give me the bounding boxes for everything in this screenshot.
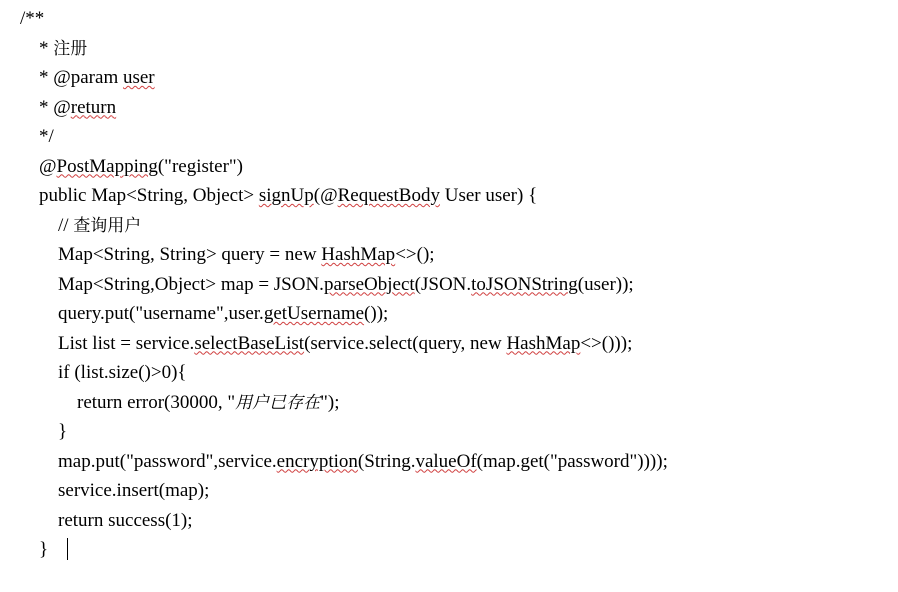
code-token: /**	[20, 8, 45, 29]
code-token: <>();	[395, 244, 435, 265]
code-line[interactable]	[20, 506, 898, 536]
code-token: valueOf	[415, 450, 477, 472]
caret-spacer	[48, 539, 67, 560]
code-indent	[20, 392, 77, 413]
code-token: if (list.size()>0){	[58, 362, 187, 383]
code-indent	[20, 274, 58, 295]
code-line[interactable]	[20, 122, 898, 152]
code-indent	[20, 451, 58, 472]
code-line[interactable]	[20, 476, 898, 506]
code-token: service.insert(map);	[58, 480, 210, 501]
code-line[interactable]	[20, 535, 898, 565]
code-line[interactable]	[20, 93, 898, 123]
code-line[interactable]	[20, 388, 898, 418]
code-indent	[20, 156, 39, 177]
code-token: (map.get("password"))));	[476, 450, 668, 472]
code-indent	[20, 421, 58, 442]
code-token: 注册	[53, 38, 88, 59]
code-token: return error(30000, "	[77, 391, 236, 413]
code-line[interactable]	[20, 329, 898, 359]
code-token: map.put("password",service.	[58, 450, 277, 472]
code-token: 用户已存在	[235, 392, 321, 413]
code-line[interactable]	[20, 63, 898, 93]
code-line[interactable]	[20, 417, 898, 447]
code-line[interactable]	[20, 447, 898, 477]
code-token: query.put("username",user.	[58, 303, 264, 324]
code-token: return	[70, 96, 117, 118]
code-indent	[20, 67, 39, 88]
code-indent	[20, 333, 58, 354]
code-token: public Map<String, Object>	[39, 185, 259, 206]
code-token: PostMapping	[56, 155, 158, 177]
code-line[interactable]	[20, 4, 898, 34]
code-token: toJSONString	[471, 273, 578, 295]
code-token: user	[122, 67, 155, 88]
code-token: parseObject	[323, 273, 415, 295]
code-token: */	[39, 126, 54, 147]
code-line[interactable]	[20, 181, 898, 211]
code-line[interactable]	[20, 34, 898, 64]
code-token: 查询用户	[73, 215, 142, 236]
code-indent	[20, 510, 58, 531]
code-token: (service.select(query, new	[304, 332, 507, 354]
code-token: (JSON.	[414, 273, 472, 295]
code-token: @	[39, 155, 57, 177]
code-token: (String.	[357, 450, 416, 472]
code-indent	[20, 185, 39, 206]
code-line[interactable]	[20, 152, 898, 182]
code-token: Map<String, String> query = new	[58, 244, 322, 265]
code-indent	[20, 38, 39, 59]
text-caret	[67, 538, 68, 560]
code-indent	[20, 362, 58, 383]
code-token: *	[39, 37, 54, 59]
code-token: return success(1);	[58, 509, 193, 531]
code-indent	[20, 244, 58, 265]
code-token: ());	[364, 303, 389, 324]
code-token: ("register")	[157, 155, 243, 177]
code-indent	[20, 303, 58, 324]
code-indent	[20, 215, 58, 236]
code-token: Map<String,Object> map = JSON.	[58, 273, 324, 295]
code-token: selectBaseList	[194, 332, 305, 354]
code-token: * @param	[39, 67, 123, 88]
code-token: <>()));	[580, 332, 633, 354]
code-line[interactable]	[20, 358, 898, 388]
code-token: getUsername	[263, 303, 365, 324]
code-token: HashMap	[506, 332, 581, 354]
code-indent	[20, 539, 39, 560]
code-token: List list = service.	[58, 332, 195, 354]
code-token: RequestBody	[337, 185, 440, 206]
code-indent	[20, 97, 39, 118]
code-token: (user));	[577, 273, 634, 295]
code-token: (@	[313, 185, 338, 206]
code-line[interactable]	[20, 299, 898, 329]
code-line[interactable]	[20, 240, 898, 270]
code-indent	[20, 480, 58, 501]
code-token: //	[58, 214, 74, 236]
code-token: }	[39, 539, 49, 560]
code-token: signUp	[258, 185, 314, 206]
code-token: User user) {	[439, 185, 538, 206]
code-token: ");	[320, 391, 340, 413]
code-token: HashMap	[321, 244, 396, 265]
code-line[interactable]	[20, 211, 898, 241]
code-token: }	[58, 421, 68, 442]
code-line[interactable]	[20, 270, 898, 300]
code-token: * @	[39, 96, 71, 118]
code-token: encryption	[276, 450, 358, 472]
code-indent	[20, 126, 39, 147]
